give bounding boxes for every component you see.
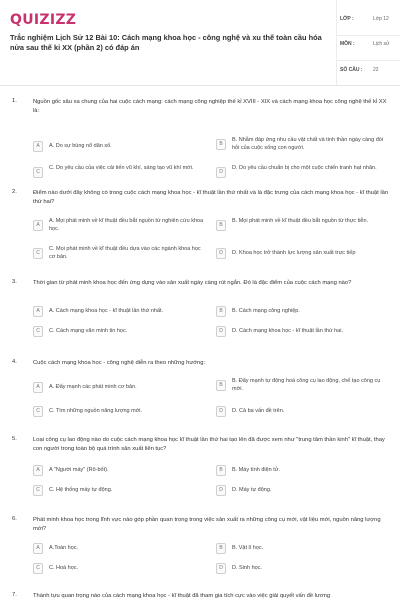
document-meta: [336, 0, 400, 86]
answer-option-c[interactable]: [33, 560, 209, 580]
question-text: Nguồn gốc sâu xa chung của hai cuộc cách mạng: cách mạng công nghiệp thế kỉ XVIII - XIX và cách mạng khoa học công nghệ thế kỉ XX là:: [33, 99, 387, 114]
answer-option-b[interactable]: [216, 462, 392, 482]
meta-divider: [337, 60, 400, 61]
option-letter-box[interactable]: D: [216, 485, 226, 496]
option-letter-box[interactable]: A: [33, 141, 43, 152]
option-letter-box[interactable]: A: [33, 465, 43, 476]
answer-option-b[interactable]: [216, 303, 392, 323]
answer-option-c[interactable]: [33, 245, 209, 265]
option-text: B. Mọi phát minh về kĩ thuật đều bắt nguồn từ thực tiễn.: [232, 218, 369, 224]
option-text: B. Máy tính điện tử.: [232, 467, 281, 473]
question-text: Phát minh khoa học trong lĩnh vực nào góp phần quan trọng trong việc sản xuất ra những công cụ mới, vật liệu mới, nguồn năng lượng mới?: [33, 517, 381, 532]
option-letter-box[interactable]: B: [216, 380, 226, 391]
question-number: 1.: [12, 98, 17, 104]
option-letter-box[interactable]: A: [33, 382, 43, 393]
option-letter-box[interactable]: A: [33, 306, 43, 317]
document-header: [0, 0, 400, 86]
answer-option-b[interactable]: [216, 136, 392, 156]
document-title: Trắc nghiệm Lịch Sử 12 Bài 10: Cách mạng khoa học - công nghệ và xu thế toàn cầu hóa nửa sau thế kỉ XX (phần 2) có đáp án: [10, 33, 322, 53]
answer-option-d[interactable]: [216, 560, 392, 580]
answer-option-a[interactable]: [33, 303, 209, 323]
class-label: LỚP :: [340, 16, 354, 22]
answer-option-a[interactable]: [33, 540, 209, 560]
answer-option-d[interactable]: [216, 403, 392, 423]
option-text: C. Do yêu cầu của việc cải tiến vũ khí, sáng tạo vũ khí mới.: [49, 165, 194, 171]
option-text: B. Cách mạng công nghiệp.: [232, 308, 300, 314]
question-text: Thời gian từ phát minh khoa học đến ứng dụng vào sản xuất ngày càng rút ngắn. Đó là đặc điểm của cuộc cách mạng nào?: [33, 280, 352, 286]
subject-label: MÔN :: [340, 41, 355, 47]
option-text: C. Mọi phát minh về kĩ thuật đều dựa vào các ngành khoa học cơ bản.: [49, 246, 201, 261]
answer-option-c[interactable]: [33, 403, 209, 423]
answer-option-d[interactable]: [216, 482, 392, 502]
answer-option-a[interactable]: [33, 379, 209, 399]
option-letter-box[interactable]: D: [216, 248, 226, 259]
answer-option-b[interactable]: [216, 377, 392, 397]
answer-option-a[interactable]: [33, 462, 209, 482]
option-letter-box[interactable]: C: [33, 563, 43, 574]
subject-value: Lịch sử: [373, 41, 390, 47]
option-text: A. Đẩy mạnh các phát minh cơ bản.: [49, 384, 137, 390]
option-text: C. Cách mạng văn minh tin học.: [49, 328, 128, 334]
meta-divider: [337, 35, 400, 36]
question-number: 4.: [12, 359, 17, 365]
option-letter-box[interactable]: C: [33, 248, 43, 259]
answer-option-b[interactable]: [216, 217, 392, 237]
question-text: Cuộc cách mạng khoa học - công nghệ diễn ra theo những hướng:: [33, 360, 206, 366]
option-text: D. Do yêu cầu chuẩn bị cho một cuộc chiến tranh hạt nhân.: [232, 165, 377, 171]
question-text: Điểm nào dưới đây không có trong cuộc cách mạng khoa học - kĩ thuật lần thứ nhất và là đặc trưng của cách mạng khoa học - kĩ thuật lần thứ hai?: [33, 190, 389, 205]
count-value: 22: [373, 67, 379, 73]
option-letter-box[interactable]: D: [216, 167, 226, 178]
answer-option-a[interactable]: [33, 138, 209, 158]
answer-option-c[interactable]: [33, 164, 209, 184]
question-number: 2.: [12, 189, 17, 195]
count-label: SỐ CÂU :: [340, 67, 363, 73]
option-text: D. Cách mạng khoa học - kĩ thuật lần thứ hai.: [232, 328, 343, 334]
answer-option-c[interactable]: [33, 482, 209, 502]
option-letter-box[interactable]: B: [216, 543, 226, 554]
question-text: Loại công cụ lao động nào do cuộc cách mạng khoa học kĩ thuật lần thứ hai tạo lên đã được xem như "trung tâm thần kinh" kĩ thuật, thay con người trong toàn bộ quá trình sản xuất liên tục?: [33, 437, 385, 452]
option-letter-box[interactable]: D: [216, 406, 226, 417]
option-letter-box[interactable]: C: [33, 167, 43, 178]
option-text: C. Hoá học.: [49, 565, 79, 571]
option-letter-box[interactable]: B: [216, 220, 226, 231]
option-text: A. Cách mạng khoa học - kĩ thuật lần thứ nhất.: [49, 308, 164, 314]
class-value: Lớp 12: [373, 16, 389, 22]
option-letter-box[interactable]: B: [216, 139, 226, 150]
option-letter-box[interactable]: A: [33, 220, 43, 231]
option-text: C. Tìm những nguồn năng lượng mới.: [49, 408, 143, 414]
option-letter-box[interactable]: B: [216, 465, 226, 476]
option-letter-box[interactable]: C: [33, 326, 43, 337]
quizizz-logo[interactable]: QUIZIZZ: [10, 12, 77, 28]
option-text: D. Sinh học.: [232, 565, 262, 571]
question-number: 3.: [12, 279, 17, 285]
answer-option-d[interactable]: [216, 245, 392, 265]
answer-option-d[interactable]: [216, 164, 392, 184]
option-text: B. Đẩy mạnh tự động hoá công cụ lao động, chế tạo công cụ mới.: [232, 378, 381, 393]
option-text: A. Do sự bùng nổ dân số.: [49, 143, 112, 149]
option-text: D. Máy tự động.: [232, 487, 272, 493]
option-letter-box[interactable]: D: [216, 563, 226, 574]
answer-option-d[interactable]: [216, 323, 392, 343]
question-number: 6.: [12, 516, 17, 522]
question-text: Thành tựu quan trọng nào của cách mạng khoa học - kĩ thuật đã tham gia tích cực vào việc giải quyết vấn đề lương: [33, 593, 331, 599]
option-text: A.Toán học.: [49, 545, 79, 551]
option-letter-box[interactable]: D: [216, 326, 226, 337]
option-letter-box[interactable]: C: [33, 406, 43, 417]
option-text: A. Mọi phát minh về kĩ thuật đều bắt nguồn từ nghiên cứu khoa học.: [49, 218, 204, 233]
option-letter-box[interactable]: B: [216, 306, 226, 317]
option-letter-box[interactable]: A: [33, 543, 43, 554]
option-letter-box[interactable]: C: [33, 485, 43, 496]
answer-option-b[interactable]: [216, 540, 392, 560]
option-text: D. Khoa học trở thành lực lượng sản xuất trực tiếp: [232, 250, 356, 256]
question-number: 7.: [12, 592, 17, 598]
option-text: C. Hệ thống máy tự động.: [49, 487, 113, 493]
option-text: B. Vật lí học.: [232, 545, 264, 551]
option-text: B. Nhằm đáp ứng nhu cầu vật chất và tinh thần ngày càng đòi hỏi của cuộc sống con người.: [232, 137, 384, 152]
question-number: 5.: [12, 436, 17, 442]
answer-option-c[interactable]: [33, 323, 209, 343]
option-text: D. Cả ba vấn đề trên.: [232, 408, 285, 414]
option-text: A "Người máy" (Rô-bốt).: [49, 467, 109, 473]
answer-option-a[interactable]: [33, 217, 209, 237]
